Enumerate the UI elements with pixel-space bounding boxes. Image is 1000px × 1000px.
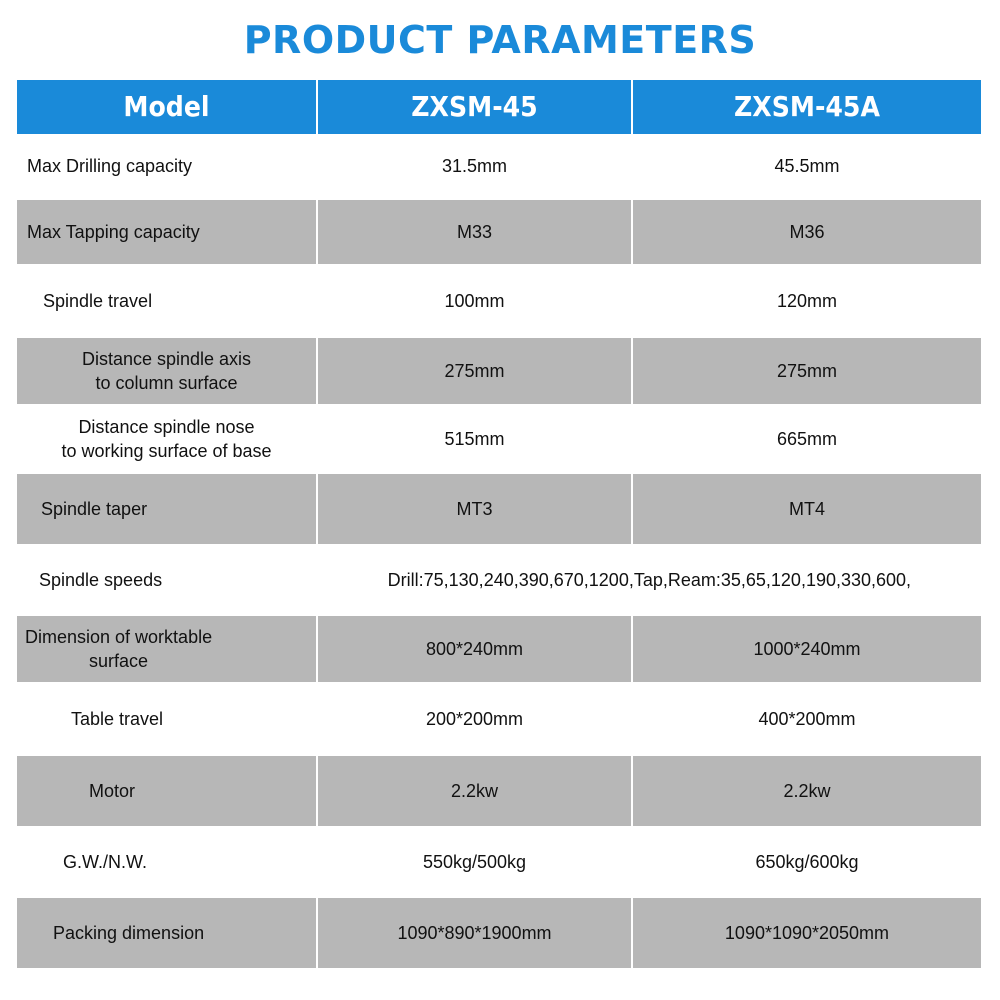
row-label-line-2: to working surface of base <box>61 441 272 461</box>
value-zxsm-45: 200*200mm <box>318 684 631 754</box>
row-label: Motor <box>17 756 316 826</box>
header-zxsm-45a: ZXSM-45A <box>633 80 981 134</box>
value-zxsm-45a: 650kg/600kg <box>633 828 981 896</box>
row-label: Max Drilling capacity <box>17 134 316 198</box>
value-zxsm-45a: 1090*1090*2050mm <box>633 898 981 968</box>
value-zxsm-45: 800*240mm <box>318 616 631 682</box>
value-zxsm-45: 2.2kw <box>318 756 631 826</box>
table-row <box>17 406 981 472</box>
value-zxsm-45a: 275mm <box>633 338 981 404</box>
row-label <box>17 616 316 682</box>
row-label: Packing dimension <box>17 898 316 968</box>
table-row <box>17 616 981 682</box>
table-row <box>17 134 981 198</box>
table-row <box>17 474 981 544</box>
row-label-line-1: Dimension of worktable <box>25 626 213 647</box>
value-zxsm-45: 31.5mm <box>318 134 631 198</box>
table-row <box>17 898 981 968</box>
row-label: Table travel <box>17 684 316 754</box>
row-label: Max Tapping capacity <box>17 200 316 264</box>
parameters-table <box>17 80 981 968</box>
value-zxsm-45a: MT4 <box>633 474 981 544</box>
row-label: Spindle travel <box>17 266 316 336</box>
row-label: Spindle speeds <box>17 546 316 614</box>
table-header-row <box>17 80 981 134</box>
value-zxsm-45: 515mm <box>318 406 631 472</box>
row-label <box>17 338 316 404</box>
table-row <box>17 266 981 336</box>
row-label-line-1: Distance spindle nose <box>78 416 255 437</box>
value-zxsm-45: 550kg/500kg <box>318 828 631 896</box>
value-zxsm-45a: M36 <box>633 200 981 264</box>
row-label-line-2: to column surface <box>95 373 238 393</box>
table-row <box>17 684 981 754</box>
row-label: G.W./N.W. <box>17 828 316 896</box>
value-zxsm-45a: 1000*240mm <box>633 616 981 682</box>
header-zxsm-45: ZXSM-45 <box>318 80 631 134</box>
table-row <box>17 756 981 826</box>
value-zxsm-45a: 2.2kw <box>633 756 981 826</box>
value-zxsm-45a: 665mm <box>633 406 981 472</box>
value-zxsm-45a: 400*200mm <box>633 684 981 754</box>
table-row <box>17 546 981 614</box>
value-zxsm-45: M33 <box>318 200 631 264</box>
row-label-line-2: surface <box>89 651 149 671</box>
value-zxsm-45: MT3 <box>318 474 631 544</box>
table-row <box>17 828 981 896</box>
value-zxsm-45a: 45.5mm <box>633 134 981 198</box>
row-label <box>17 406 316 472</box>
header-model: Model <box>17 80 316 134</box>
value-zxsm-45: 1090*890*1900mm <box>318 898 631 968</box>
page-title: PRODUCT PARAMETERS <box>243 18 757 62</box>
row-label: Spindle taper <box>17 474 316 544</box>
value-spanning: Drill:75,130,240,390,670,1200,Tap,Ream:35,65,120,190,330,600, <box>318 546 981 614</box>
value-zxsm-45a: 120mm <box>633 266 981 336</box>
value-zxsm-45: 100mm <box>318 266 631 336</box>
table-row <box>17 200 981 264</box>
table-row <box>17 338 981 404</box>
row-label-line-1: Distance spindle axis <box>81 348 252 369</box>
value-zxsm-45: 275mm <box>318 338 631 404</box>
